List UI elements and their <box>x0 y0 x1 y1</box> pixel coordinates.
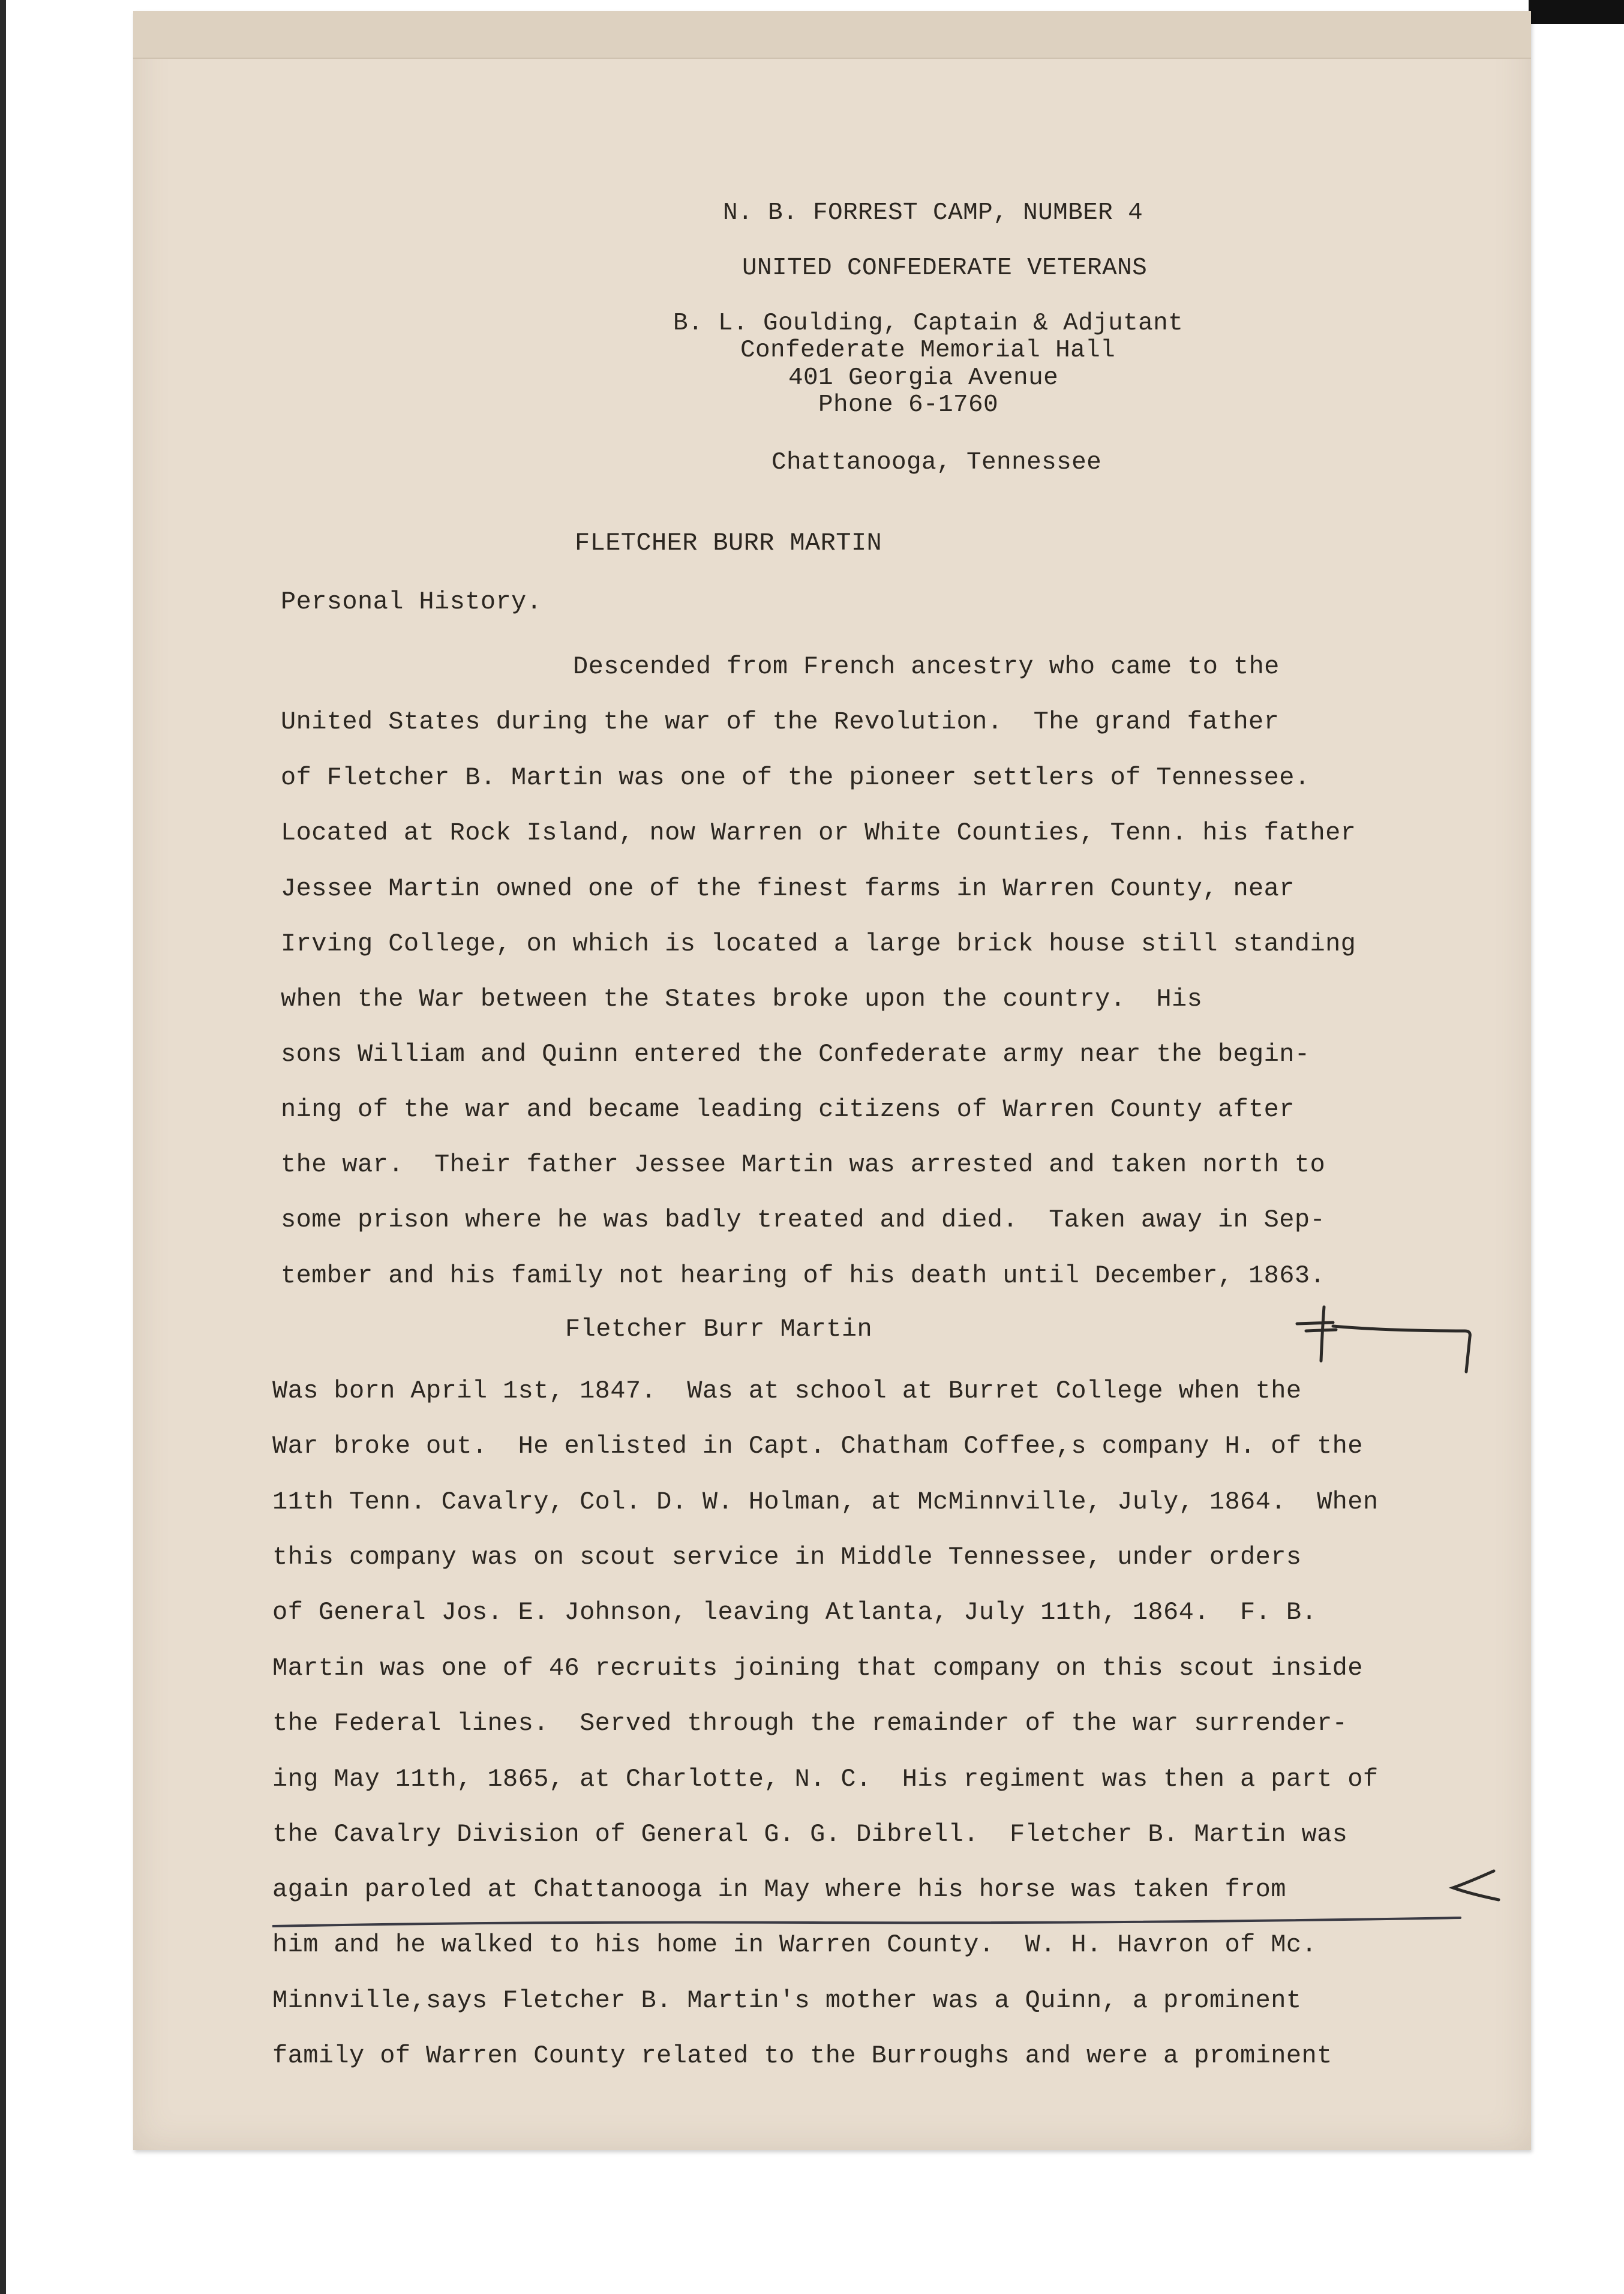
para1-line: when the War between the States broke upon the country. His <box>281 985 1203 1013</box>
para2-line: him and he walked to his home in Warren County. W. H. Havron of Mc. <box>272 1930 1317 1959</box>
para2-line: Martin was one of 46 recruits joining that company on this scout inside <box>272 1654 1363 1683</box>
scanner-corner <box>1529 0 1624 24</box>
pencil-underline <box>272 1913 1472 1937</box>
para1-line: Jessee Martin owned one of the finest farms in Warren County, near <box>281 874 1295 903</box>
section-label: Personal History. <box>281 587 542 616</box>
para2-line: Was born April 1st, 1847. Was at school at Burret College when the <box>272 1377 1302 1405</box>
subheading: Fletcher Burr Martin <box>565 1315 873 1344</box>
letterhead-hall: Confederate Memorial Hall <box>740 337 1116 364</box>
para2-line: Minnville,says Fletcher B. Martin's mother was a Quinn, a prominent <box>272 1986 1302 2015</box>
margin-cross-mark <box>1291 1295 1489 1379</box>
para1-line: Irving College, on which is located a large brick house still standing <box>281 929 1356 958</box>
document-title: FLETCHER BURR MARTIN <box>575 529 882 557</box>
letterhead-address: 401 Georgia Avenue <box>788 364 1059 392</box>
para1-line: United States during the war of the Revolution. The grand father <box>281 707 1280 736</box>
para2-line: family of Warren County related to the Burroughs and were a prominent <box>272 2041 1332 2070</box>
document-page <box>133 11 1531 2150</box>
para1-line: Descended from French ancestry who came to the <box>573 652 1280 681</box>
paper-fold <box>133 11 1531 59</box>
para1-line: tember and his family not hearing of his death until December, 1863. <box>281 1261 1326 1290</box>
para2-line: again paroled at Chattanooga in May where his horse was taken from <box>272 1875 1286 1904</box>
para1-line: the war. Their father Jessee Martin was arrested and taken north to <box>281 1150 1326 1179</box>
para2-line: the Cavalry Division of General G. G. Dibrell. Fletcher B. Martin was <box>272 1820 1348 1849</box>
letterhead-phone: Phone 6-1760 <box>818 391 999 419</box>
letterhead-captain: B. L. Goulding, Captain & Adjutant <box>673 310 1184 337</box>
para2-line: of General Jos. E. Johnson, leaving Atlanta, July 11th, 1864. F. B. <box>272 1598 1317 1627</box>
para2-line: ing May 11th, 1865, at Charlotte, N. C. His regiment was then a part of <box>272 1765 1379 1794</box>
para1-line: ning of the war and became leading citizens of Warren County after <box>281 1095 1295 1124</box>
letterhead-city: Chattanooga, Tennessee <box>772 449 1102 476</box>
letterhead-org: UNITED CONFEDERATE VETERANS <box>742 254 1148 282</box>
scanner-edge <box>0 0 6 2294</box>
margin-caret-mark <box>1446 1865 1506 1907</box>
para2-line: the Federal lines. Served through the remainder of the war surrender- <box>272 1709 1348 1738</box>
letterhead-camp: N. B. FORREST CAMP, NUMBER 4 <box>723 199 1143 227</box>
para1-line: sons William and Quinn entered the Confederate army near the begin- <box>281 1040 1310 1069</box>
para1-line: some prison where he was badly treated and died. Taken away in Sep- <box>281 1206 1326 1234</box>
para1-line: of Fletcher B. Martin was one of the pioneer settlers of Tennessee. <box>281 763 1310 792</box>
para2-line: this company was on scout service in Middle Tennessee, under orders <box>272 1543 1302 1572</box>
para2-line: 11th Tenn. Cavalry, Col. D. W. Holman, at McMinnville, July, 1864. When <box>272 1488 1379 1516</box>
para1-line: Located at Rock Island, now Warren or White Counties, Tenn. his father <box>281 818 1356 847</box>
para2-line: War broke out. He enlisted in Capt. Chatham Coffee,s company H. of the <box>272 1432 1363 1461</box>
